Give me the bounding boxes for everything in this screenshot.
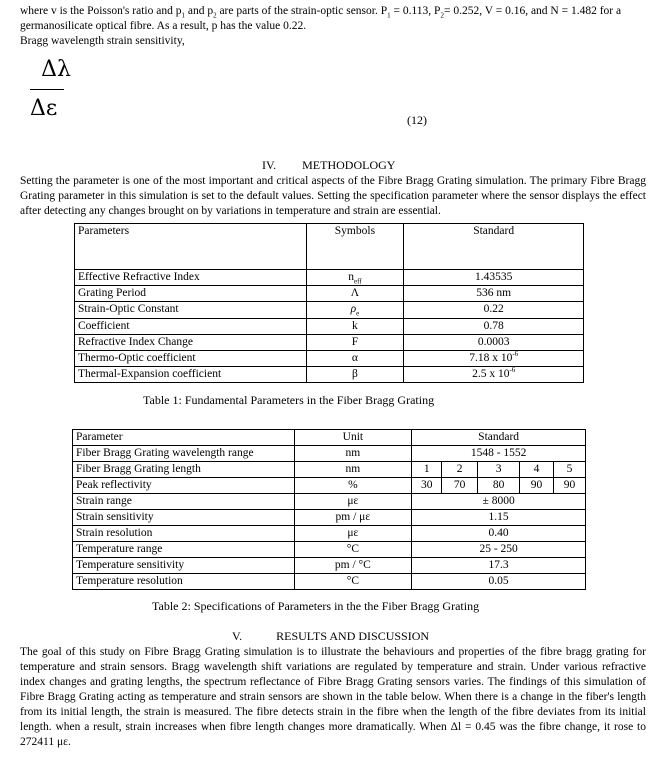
table-cell: Thermo-Optic coefficient	[75, 350, 307, 366]
table-cell: Fiber Bragg Grating length	[73, 462, 295, 478]
table-cell	[404, 350, 584, 366]
table-cell: 0.22	[404, 302, 584, 318]
fbg-specifications-table	[72, 429, 586, 590]
superscript: -6	[509, 365, 516, 374]
table-cell: F	[306, 334, 404, 350]
table-cell: 4	[520, 462, 554, 478]
table-cell: Strain resolution	[73, 526, 295, 542]
table-cell	[404, 366, 584, 382]
section-heading-methodology	[262, 158, 395, 173]
table-row	[75, 366, 584, 382]
table-cell: k	[306, 318, 404, 334]
table-header-row	[73, 430, 586, 446]
table-cell: β	[306, 366, 404, 382]
table-header: Symbols	[306, 224, 404, 270]
table-cell: Refractive Index Change	[75, 334, 307, 350]
table-cell: Grating Period	[75, 286, 307, 302]
table-cell	[306, 270, 404, 286]
table-row	[73, 446, 586, 462]
table-cell: 70	[442, 478, 478, 494]
table-header-row	[75, 224, 584, 270]
table-cell: ± 8000	[412, 494, 586, 510]
table-row	[75, 318, 584, 334]
table-cell: 90	[520, 478, 554, 494]
table-cell: pm / °C	[294, 558, 412, 574]
subscript: eff	[353, 277, 362, 286]
table-cell: Temperature resolution	[73, 574, 295, 590]
table-cell: Fiber Bragg Grating wavelength range	[73, 446, 295, 462]
symbol-text: ρ	[350, 303, 357, 316]
table-cell: με	[294, 494, 412, 510]
intro-line-2: germanosilicate optical fibre. As a result, p has the value 0.22.	[20, 20, 307, 32]
table-cell: 0.0003	[404, 334, 584, 350]
fraction-bar	[30, 89, 64, 90]
section-title: RESULTS AND DISCUSSION	[276, 629, 430, 643]
table-cell: pm / με	[294, 510, 412, 526]
table-cell	[306, 302, 404, 318]
strain-sensitivity-formula	[30, 57, 82, 122]
table-cell: 3	[478, 462, 520, 478]
subscript: 1	[387, 11, 391, 20]
table-cell: 30	[412, 478, 442, 494]
table-row	[73, 510, 586, 526]
intro-text-d: = 0.113, P	[390, 5, 441, 17]
fbg-parameters-table	[74, 223, 584, 383]
table-cell: Strain sensitivity	[73, 510, 295, 526]
results-paragraph: The goal of this study on Fibre Bragg Grating simulation is to illustrate the behaviours and properties of the fibre bragg grating for temperature and strain sensors. Bragg wavelength shift variations are regulated by temperature and strain. Under various refractive index changes and grating lengths, the spectrum reflectance of Fibre Bragg Grating sensors varies. The findings of this simulation of Fibre Bragg Grating acting as temperature and strain sensors are shown in the table below. When there is a change in the fiber's length from its initial length, the strain is measured. The fibre detects strain in the fibre when the length of the fibre deviates from its initial length. when a result, strain increases when fibre length changes more dramatically. When Δl = 0.45 was the fibre change, it rose to 272411 με.	[20, 646, 646, 748]
table-row	[73, 478, 586, 494]
table-header: Standard	[404, 224, 584, 270]
intro-text-a: where v is the Poisson's ratio and p	[20, 5, 182, 17]
table-cell: α	[306, 350, 404, 366]
table-cell: 1	[412, 462, 442, 478]
table-cell: 17.3	[412, 558, 586, 574]
table-cell: 536 nm	[404, 286, 584, 302]
table-cell: Peak reflectivity	[73, 478, 295, 494]
table-header: Parameters	[75, 224, 307, 270]
section-number: IV.	[262, 158, 277, 172]
equation-number: (12)	[407, 113, 427, 127]
table-cell: 0.05	[412, 574, 586, 590]
table-row	[75, 302, 584, 318]
table-cell: 2	[442, 462, 478, 478]
table-1-caption: Table 1: Fundamental Parameters in the Fiber Bragg Grating	[143, 393, 435, 407]
table-2-caption: Table 2: Specifications of Parameters in the the Fiber Bragg Grating	[152, 599, 480, 613]
table-row	[75, 270, 584, 286]
table-row	[75, 286, 584, 302]
table-cell: 1.15	[412, 510, 586, 526]
table-cell: Strain range	[73, 494, 295, 510]
intro-text-c: are parts of the strain-optic sensor. P	[216, 5, 388, 17]
intro-line-3: Bragg wavelength strain sensitivity,	[20, 35, 185, 47]
table-row	[73, 462, 586, 478]
section-heading-results	[232, 629, 429, 644]
table-cell: Coefficient	[75, 318, 307, 334]
table-cell: °C	[294, 542, 412, 558]
table-cell: 1.43535	[404, 270, 584, 286]
table-cell: με	[294, 526, 412, 542]
intro-text-b: and p	[184, 5, 214, 17]
table-cell: %	[294, 478, 412, 494]
table-cell: nm	[294, 462, 412, 478]
formula-numerator: Δλ	[41, 57, 71, 82]
table-cell: Temperature sensitivity	[73, 558, 295, 574]
section-title: METHODOLOGY	[302, 158, 396, 172]
value-text: 2.5 x 10	[472, 367, 510, 380]
formula-denominator: Δε	[30, 96, 58, 121]
table-cell: 5	[553, 462, 585, 478]
table-cell: 90	[553, 478, 585, 494]
table-cell: Effective Refractive Index	[75, 270, 307, 286]
table-cell: nm	[294, 446, 412, 462]
table-row	[73, 526, 586, 542]
table-row	[73, 574, 586, 590]
table-cell: Temperature range	[73, 542, 295, 558]
symbol-text: n	[348, 271, 354, 283]
methodology-paragraph: Setting the parameter is one of the most important and critical aspects of the Fibre Bragg Grating simulation. The primary Fibre Bragg Grating parameter in this simulation is set to the default values. Setting the specification parameter where the sensor displays the effect after detecting any changes brought on by variations in temperature and strain are essential.	[20, 175, 646, 217]
value-text: 7.18 x 10	[469, 351, 513, 364]
table-row	[73, 494, 586, 510]
subscript: e	[356, 309, 360, 318]
table-cell: Thermal-Expansion coefficient	[75, 366, 307, 382]
table-cell: Λ	[306, 286, 404, 302]
table-row	[75, 350, 584, 366]
table-cell: 0.40	[412, 526, 586, 542]
section-number: V.	[232, 629, 243, 643]
subscript: 2	[440, 11, 444, 20]
intro-text-e: = 0.252, V = 0.16, and N = 1.482 for a	[443, 5, 622, 17]
table-cell: Strain-Optic Constant	[75, 302, 307, 318]
table-cell: 1548 - 1552	[412, 446, 586, 462]
table-cell: 25 - 250	[412, 542, 586, 558]
table-row	[73, 542, 586, 558]
subscript: 2	[213, 11, 217, 20]
table-header: Unit	[294, 430, 412, 446]
superscript: -6	[512, 349, 519, 358]
table-cell: °C	[294, 574, 412, 590]
table-header: Standard	[412, 430, 586, 446]
table-header: Parameter	[73, 430, 295, 446]
subscript: 1	[181, 11, 185, 20]
table-row	[73, 558, 586, 574]
table-cell: 80	[478, 478, 520, 494]
table-row	[75, 334, 584, 350]
table-cell: 0.78	[404, 318, 584, 334]
intro-line-1	[20, 4, 646, 19]
